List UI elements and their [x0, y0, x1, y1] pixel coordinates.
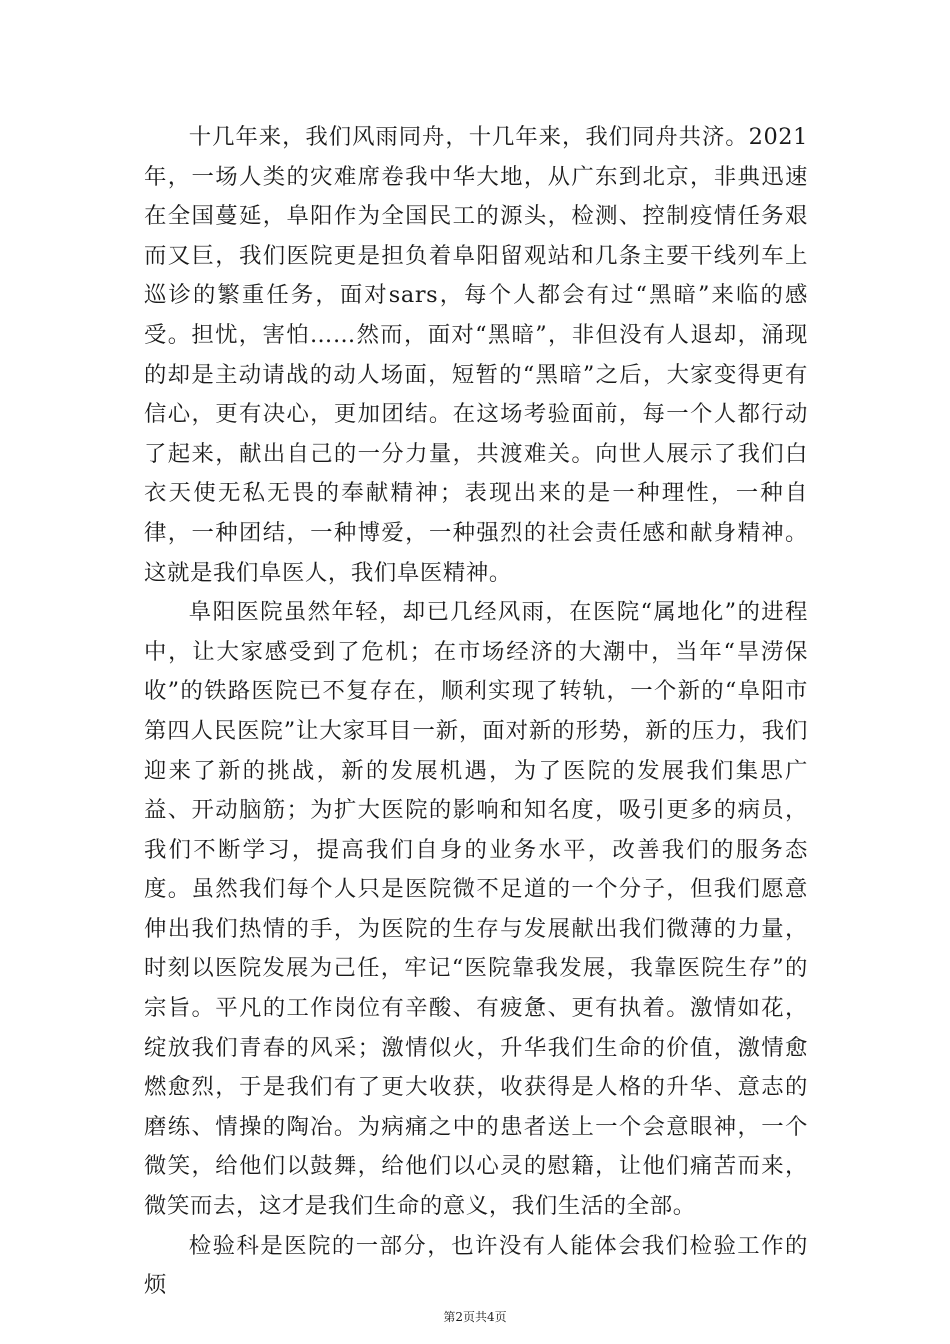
page-number: 第2页共4页	[443, 1310, 507, 1324]
paragraph-2: 阜阳医院虽然年轻，却已几经风雨，在医院“属地化”的进程中，让大家感受到了危机；在市场经济的大潮中，当年“旱涝保收”的铁路医院已不复存在，顺利实现了转轨，一个新的“阜阳市第四人民医院”让大家耳目一新，面对新的形势，新的压力，我们迎来了新的挑战，新的发展机遇，为了医院的发展我们集思广益、开动脑筋；为扩大医院的影响和知名度，吸引更多的病员，我们不断学习，提高我们自身的业务水平，改善我们的服务态度。虽然我们每个人只是医院微不足道的一个分子，但我们愿意伸出我们热情的手，为医院的生存与发展献出我们微薄的力量，时刻以医院发展为己任，牢记“医院靠我发展，我靠医院生存”的宗旨。平凡的工作岗位有辛酸、有疲惫、更有执着。激情如花，绽放我们青春的风采；激情似火，升华我们生命的价值，激情愈燃愈烈，于是我们有了更大收获，收获得是人格的升华、意志的磨练、情操的陶冶。为病痛之中的患者送上一个会意眼神，一个微笑，给他们以鼓舞，给他们以心灵的慰籍，让他们痛苦而来，微笑而去，这才是我们生命的意义，我们生活的全部。	[144, 599, 808, 1220]
paragraph-1: 十几年来，我们风雨同舟，十几年来，我们同舟共济。2021年，一场人类的灾难席卷我中华大地，从广东到北京，非典迅速在全国蔓延，阜阳作为全国民工的源头，检测、控制疫情任务艰而又巨，我们医院更是担负着阜阳留观站和几条主要干线列车上巡诊的繁重任务，面对sars，每个人都会有过“黑暗”来临的感受。担忧，害怕……然而，面对“黑暗”，非但没有人退却，涌现的却是主动请战的动人场面，短暂的“黑暗”之后，大家变得更有信心，更有决心，更加团结。在这场考验面前，每一个人都行动了起来，献出自己的一分力量，共渡难关。向世人展示了我们白衣天使无私无畏的奉献精神；表现出来的是一种理性，一种自律，一种团结，一种博爱，一种强烈的社会责任感和献身精神。这就是我们阜医人，我们阜医精神。	[144, 124, 808, 586]
paragraph-3: 检验科是医院的一部分，也许没有人能体会我们检验工作的烦	[144, 1232, 808, 1299]
body-text	[144, 118, 808, 1306]
page-footer	[0, 1308, 950, 1325]
